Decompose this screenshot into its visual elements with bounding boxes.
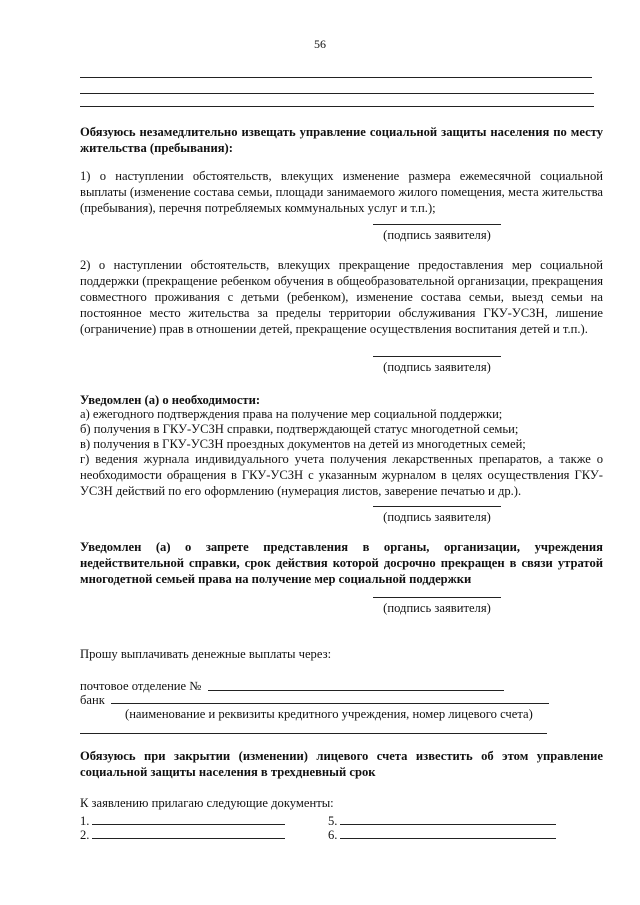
bank-extra-field[interactable] xyxy=(80,733,547,734)
obligation-item-2: 2) о наступлении обстоятельств, влекущих прекращение предоставления мер социальной поддержки (прекращение ребенком обучения в общеобразовательной организации, прекращения совместного проживания с детьми (ребенком), изменение состава семьи, выезд семьи на постоянное место жительства за пределы территории обслуживания ГКУ-УСЗН, лишение (ограничение) прав в отношении детей, прекращение осуществления воспитания детей и т.п.). xyxy=(80,258,603,336)
notified-heading: Уведомлен (а) о необходимости: xyxy=(80,393,261,407)
prohibition-heading: Уведомлен (а) о запрете представления в органы, организации, учреждения недействительной справки, срок действия которой досрочно прекращен в связи утратой многодетной семьей права на получение мер социальной поддержки xyxy=(80,540,603,586)
attachment-number-6: 6. xyxy=(328,828,338,842)
signature-line xyxy=(373,597,501,598)
signature-caption: (подпись заявителя) xyxy=(383,360,491,374)
attachment-number-2: 2. xyxy=(80,828,90,842)
notified-item-b: б) получения в ГКУ-УСЗН справки, подтверждающей статус многодетной семьи; xyxy=(80,422,519,436)
attachment-number-1: 1. xyxy=(80,814,90,828)
notified-item-a: а) ежегодного подтверждения права на получение мер социальной поддержки; xyxy=(80,407,503,421)
blank-line xyxy=(80,93,594,94)
obligation-heading: Обязуюсь незамедлительно извещать управление социальной защиты населения по месту жительства (пребывания): xyxy=(80,125,603,155)
signature-block-2 xyxy=(370,356,504,375)
post-office-label: почтовое отделение № xyxy=(80,679,202,693)
bank-field[interactable] xyxy=(111,703,549,704)
attachment-field-2[interactable] xyxy=(92,838,285,839)
attachment-field-6[interactable] xyxy=(340,838,556,839)
notified-item-v: в) получения в ГКУ-УСЗН проездных документов на детей из многодетных семей; xyxy=(80,437,526,451)
post-office-field[interactable] xyxy=(208,690,504,691)
account-obligation-heading: Обязуюсь при закрытии (изменении) лицевого счета известить об этом управление социальной защиты населения в трехдневный срок xyxy=(80,749,603,779)
attachment-number-5: 5. xyxy=(328,814,338,828)
signature-caption: (подпись заявителя) xyxy=(383,510,491,524)
blank-line xyxy=(80,106,594,107)
attachments-intro: К заявлению прилагаю следующие документы: xyxy=(80,796,334,810)
payment-intro: Прошу выплачивать денежные выплаты через: xyxy=(80,647,332,661)
signature-line xyxy=(373,506,501,507)
attachment-field-1[interactable] xyxy=(92,824,285,825)
blank-line xyxy=(80,77,592,78)
signature-line xyxy=(373,224,501,225)
obligation-item-1: 1) о наступлении обстоятельств, влекущих изменение размера ежемесячной социальной выплаты (изменение состава семьи, площади занимаемого жилого помещения, места жительства (пребывания), перечня потребляемых коммунальных услуг и т.п.); xyxy=(80,169,603,215)
signature-block-4 xyxy=(370,597,504,616)
signature-caption: (подпись заявителя) xyxy=(383,228,491,242)
signature-caption: (подпись заявителя) xyxy=(383,601,491,615)
page-number: 56 xyxy=(314,37,326,51)
attachment-field-5[interactable] xyxy=(340,824,556,825)
signature-block-3 xyxy=(370,506,504,525)
signature-line xyxy=(373,356,501,357)
bank-caption: (наименование и реквизиты кредитного учреждения, номер лицевого счета) xyxy=(125,707,533,721)
notified-item-g: г) ведения журнала индивидуального учета получения лекарственных препаратов, а также о необходимости обращения в ГКУ-УСЗН с указанным журналом в целях осуществления ГКУ-УСЗН действий по его оформлению (нумерация листов, заверение печатью и др.). xyxy=(80,452,603,498)
signature-block-1 xyxy=(370,224,504,243)
bank-label: банк xyxy=(80,693,105,707)
